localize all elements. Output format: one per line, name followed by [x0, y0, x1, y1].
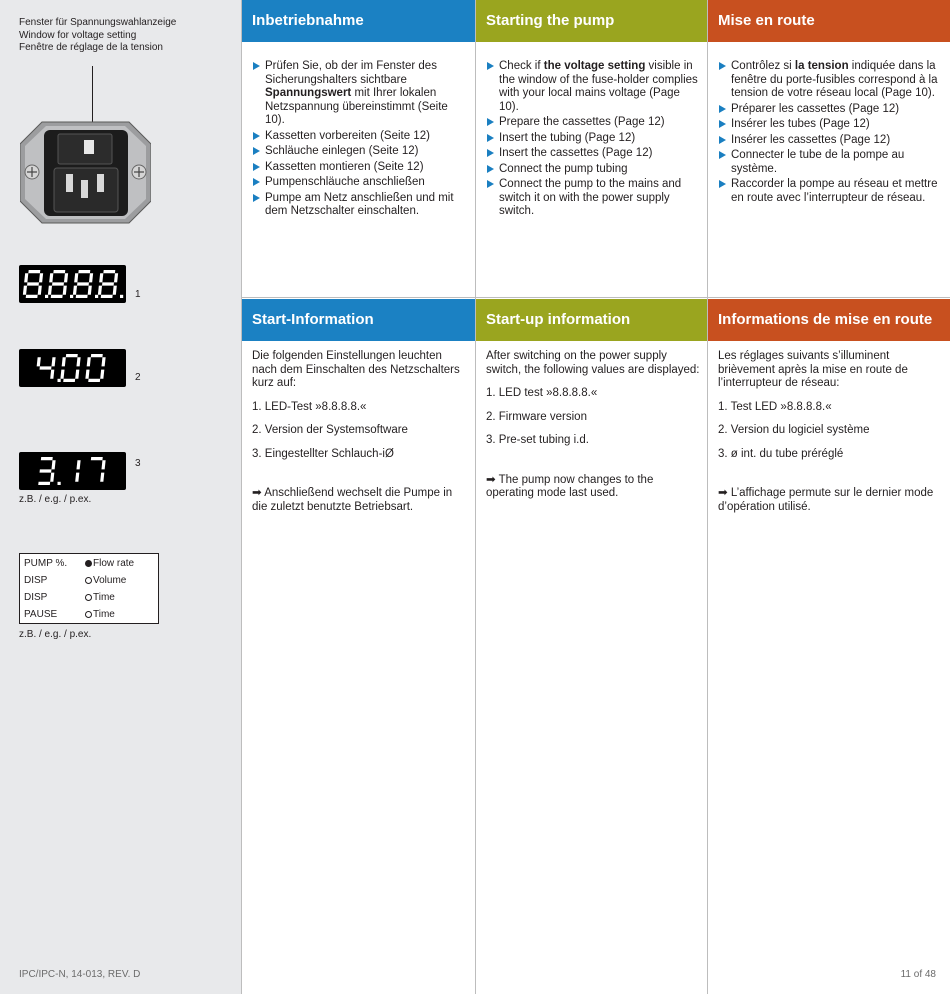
instruction-item — [486, 178, 701, 219]
led-segment — [99, 273, 103, 282]
led-segment — [24, 273, 28, 282]
display-number-1: 1 — [135, 289, 141, 300]
led-decimal-point — [58, 482, 61, 485]
selected-dot-icon — [85, 560, 92, 567]
led-display-tubing — [19, 452, 126, 490]
unselected-dot-icon — [85, 594, 92, 601]
unselected-dot-icon — [85, 611, 92, 618]
led-segment — [28, 270, 40, 273]
instruction-item — [718, 118, 944, 132]
led-segment — [88, 379, 100, 382]
startup-item: 3. ø int. du tube préréglé — [718, 447, 844, 460]
startup-info — [718, 350, 944, 514]
led-decimal-point — [95, 295, 98, 298]
instruction-text: Prüfen Sie, ob der im Fenster des Sicherungshalters sichtbare — [265, 60, 437, 86]
instruction-text: Check if — [499, 60, 544, 72]
led-segment — [101, 460, 105, 469]
led-segment — [78, 270, 90, 273]
instruction-item — [486, 116, 701, 130]
instruction-item — [252, 192, 469, 219]
instruction-item — [718, 103, 944, 117]
led-segment — [41, 457, 53, 460]
led-segment — [63, 379, 75, 382]
led-segment — [100, 370, 104, 379]
startup-item: 3. Eingestellter Schlauch-iØ — [252, 447, 394, 460]
voltage-window-caption — [19, 17, 176, 55]
startup-item: 2. Firmware version — [486, 410, 587, 423]
startup-intro: After switching on the power supply switch, the following values are displayed: — [486, 350, 700, 376]
led-segment — [91, 354, 103, 357]
instruction-item — [718, 178, 944, 205]
led-segment — [23, 286, 27, 295]
led-segment — [103, 270, 115, 273]
section-header-inbetriebnahme: Inbetriebnahme — [242, 0, 475, 42]
instruction-emphasis: la tension — [794, 60, 849, 72]
section-header-starting-the-pump: Starting the pump — [476, 0, 707, 42]
instruction-text: Connecter le tube de la pompe au système. — [731, 149, 905, 175]
instruction-text: Kassetten vorbereiten (Seite 12) — [265, 129, 430, 142]
arrow-right-icon: ➡ — [252, 487, 262, 499]
led-segment — [62, 357, 66, 366]
caption-de: Fenster für Spannungswahlanzeige — [19, 17, 177, 28]
instruction-item — [252, 161, 469, 175]
instruction-text: Connect the pump to the mains and switch it on with the power supply switch. — [499, 178, 682, 217]
led-segment — [100, 473, 104, 482]
led-segment — [60, 370, 64, 379]
instruction-text: Insérer les tubes (Page 12) — [731, 118, 870, 130]
instruction-text: mit Ihrer lokalen Netzspannung übereinstimmt (Seite 10). — [265, 87, 448, 126]
display-number-3: 3 — [135, 458, 141, 469]
led-segment — [39, 273, 43, 282]
column-french — [707, 0, 950, 994]
mode-key: PAUSE — [24, 609, 58, 620]
led-segment — [40, 366, 52, 369]
startup-info — [252, 350, 469, 514]
startup-intro: Die folgenden Einstellungen leuchten nach dem Einschalten des Netzschalters kurz auf: — [252, 350, 460, 389]
instruction-item — [252, 176, 469, 190]
led-segment — [66, 354, 78, 357]
caption-fr: Fenêtre de réglage de la tension — [19, 42, 163, 53]
led-segment — [76, 460, 80, 469]
led-decimal-point — [70, 295, 73, 298]
led-display-version — [19, 349, 126, 387]
led-segment — [87, 357, 91, 366]
instruction-item — [486, 147, 701, 161]
led-segment — [51, 357, 55, 366]
led-segment — [89, 273, 93, 282]
startup-note — [486, 474, 701, 501]
instruction-item — [486, 132, 701, 146]
instruction-list — [252, 60, 469, 221]
led-decimal-point — [45, 295, 48, 298]
instruction-text: Insérer les cassettes (Page 12) — [731, 133, 891, 146]
column-english — [475, 0, 707, 994]
section-divider — [708, 297, 950, 298]
led-segment — [91, 457, 103, 460]
led-segment — [53, 270, 65, 273]
instruction-text: visible in the window of the fuse-holder complies with your local mains voltage (Page 10). — [499, 60, 698, 113]
section-header-informations-de-mise-en-route: Informations de mise en route — [708, 299, 950, 341]
mode-key: DISP — [24, 575, 48, 586]
led-segment — [38, 286, 42, 295]
document-reference: IPC/IPC-N, 14-013, REV. D — [19, 969, 141, 980]
operating-mode-panel — [19, 553, 159, 624]
section-header-start-up-information: Start-up information — [476, 299, 707, 341]
instruction-item — [252, 145, 469, 159]
led-segment — [50, 370, 54, 379]
instruction-item — [718, 134, 944, 148]
display-number-2: 2 — [135, 372, 141, 383]
instruction-text: Pumpe am Netz anschließen und mit dem Netzschalter einschalten. — [265, 191, 454, 217]
startup-info — [486, 350, 701, 501]
instruction-item — [718, 60, 944, 101]
mode-value: Flow rate — [93, 558, 135, 569]
section-header-mise-en-route: Mise en route — [708, 0, 950, 42]
instruction-text: Prepare the cassettes (Page 12) — [499, 116, 665, 128]
instruction-emphasis: Spannungswert — [265, 87, 352, 99]
note-text: L’affichage permute sur le dernier mode d’opération utilisé. — [718, 487, 934, 513]
led-segment — [48, 286, 52, 295]
led-segment — [38, 482, 50, 485]
led-segment — [102, 282, 114, 285]
arrow-right-icon: ➡ — [718, 487, 728, 499]
led-segment — [63, 286, 67, 295]
note-text: Anschließend wechselt die Pumpe in die zuletzt benutzte Betriebsart. — [252, 487, 453, 513]
arrow-right-icon: ➡ — [486, 473, 496, 486]
column-german — [241, 0, 475, 994]
led-display-test — [19, 265, 126, 303]
instruction-text: Schläuche einlegen (Seite 12) — [265, 145, 419, 157]
mode-key: PUMP %. — [24, 558, 68, 569]
instruction-text: Insert the tubing (Page 12) — [499, 131, 636, 144]
mode-key: DISP — [24, 592, 48, 603]
led-segment — [114, 273, 118, 282]
section-divider — [476, 297, 707, 298]
instruction-item — [486, 163, 701, 177]
startup-item: 1. LED test »8.8.8.8.« — [486, 387, 598, 399]
fuse-holder-illustration — [20, 120, 151, 225]
led-segment — [73, 286, 77, 295]
led-segment — [50, 473, 54, 482]
page-number: 11 of 48 — [900, 969, 936, 980]
startup-item: 2. Version der Systemsoftware — [252, 424, 408, 436]
instruction-text: Insert the cassettes (Page 12) — [499, 147, 653, 159]
led-segment — [49, 273, 53, 282]
startup-item: 1. Test LED »8.8.8.8.« — [718, 400, 832, 413]
instruction-list — [718, 60, 944, 207]
mode-value: Time — [93, 592, 115, 603]
example-label: z.B. / e.g. / p.ex. — [19, 629, 92, 640]
led-segment — [101, 357, 105, 366]
unselected-dot-icon — [85, 577, 92, 584]
led-segment — [85, 370, 89, 379]
led-segment — [51, 295, 63, 298]
caption-en: Window for voltage setting — [19, 29, 137, 41]
led-segment — [40, 469, 52, 472]
instruction-item — [486, 60, 701, 114]
instruction-item — [252, 130, 469, 144]
startup-item: 1. LED-Test »8.8.8.8.« — [252, 400, 367, 413]
instruction-text: indiquée dans la fenêtre du porte-fusibles correspond à la tension de votre réseau local (Page 10). — [731, 60, 938, 99]
instruction-text: Pumpenschläuche anschließen — [265, 176, 425, 188]
led-segment — [88, 286, 92, 295]
led-segment — [37, 357, 41, 366]
instruction-text: Kassetten montieren (Seite 12) — [265, 160, 424, 173]
section-divider — [242, 297, 475, 298]
instruction-emphasis: the voltage setting — [543, 60, 646, 72]
led-segment — [74, 273, 78, 282]
led-segment — [27, 282, 39, 285]
startup-note — [252, 487, 469, 514]
led-segment — [77, 282, 89, 285]
mode-value: Time — [93, 609, 115, 620]
led-segment — [64, 273, 68, 282]
mode-value: Volume — [93, 575, 127, 586]
section-header-start-information: Start-Information — [242, 299, 475, 341]
instruction-text: Raccorder la pompe au réseau et mettre en route avec l’interrupteur de réseau. — [731, 178, 938, 204]
example-label: z.B. / e.g. / p.ex. — [19, 494, 92, 505]
instruction-item — [718, 149, 944, 176]
startup-note — [718, 487, 944, 514]
instruction-text: Connect the pump tubing — [499, 162, 628, 175]
led-decimal-point — [58, 379, 61, 382]
led-segment — [75, 473, 79, 482]
led-segment — [113, 286, 117, 295]
led-segment — [52, 282, 64, 285]
instruction-text: Contrôlez si — [731, 60, 795, 72]
led-segment — [76, 295, 88, 298]
startup-intro: Les réglages suivants s’illuminent brièvement après la mise en route de l’interrupteur de réseau: — [718, 350, 908, 389]
led-segment — [101, 295, 113, 298]
led-segment — [51, 460, 55, 469]
sidebar — [0, 0, 241, 994]
led-segment — [98, 286, 102, 295]
led-decimal-point — [120, 295, 123, 298]
led-segment — [26, 295, 38, 298]
startup-item: 3. Pre-set tubing i.d. — [486, 434, 589, 446]
led-segment — [76, 357, 80, 366]
instruction-item — [252, 60, 469, 128]
note-text: The pump now changes to the operating mode last used. — [486, 473, 654, 499]
led-segment — [75, 370, 79, 379]
startup-item: 2. Version du logiciel système — [718, 424, 870, 436]
instruction-text: Préparer les cassettes (Page 12) — [731, 102, 900, 115]
instruction-list — [486, 60, 701, 221]
